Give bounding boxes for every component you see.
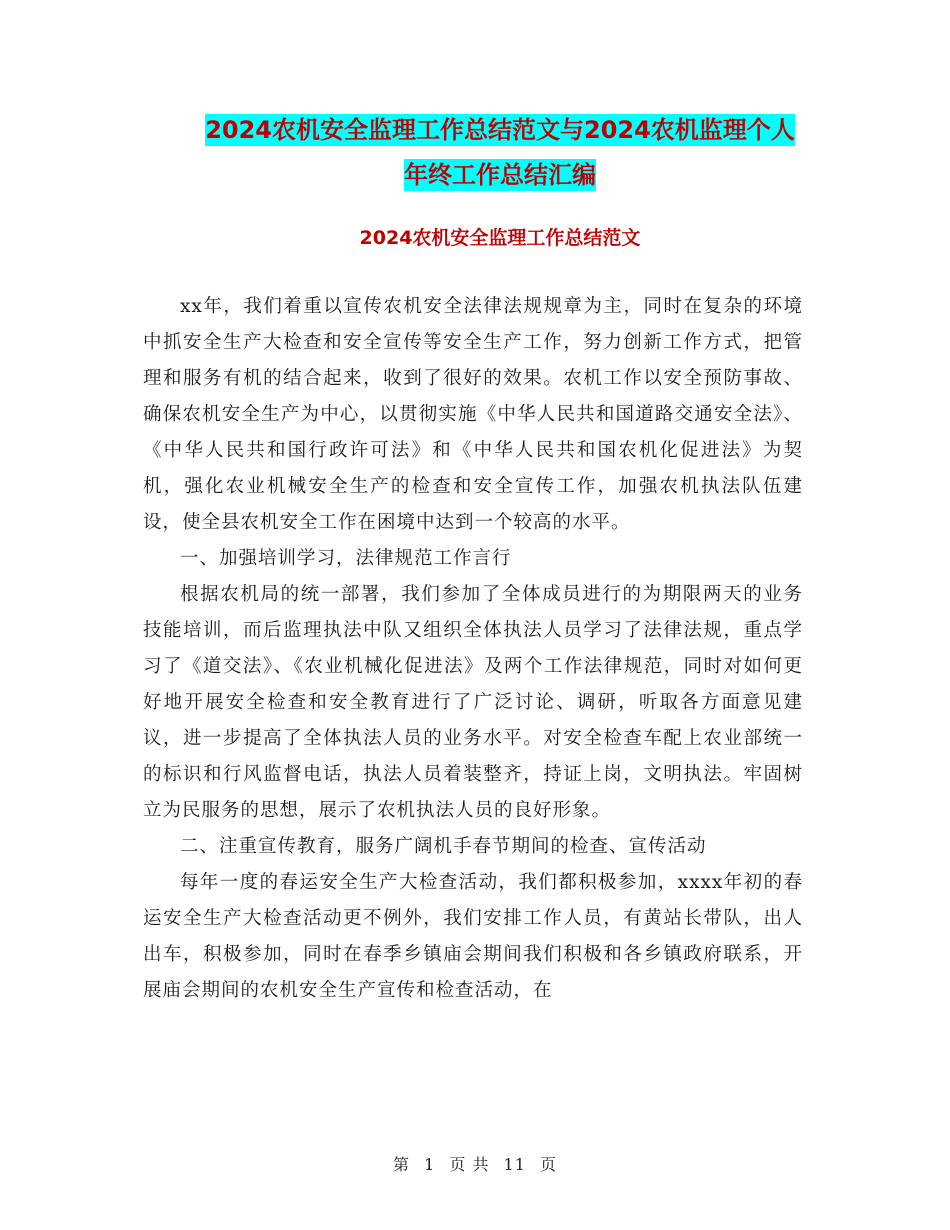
document-body: [143, 289, 803, 1009]
footer-suffix: 页: [540, 1155, 558, 1174]
heading-2: 二、注重宣传教育，服务广阔机手春节期间的检查、宣传活动: [180, 836, 707, 857]
heading-1: 一、加强培训学习，法律规范工作言行: [180, 548, 512, 569]
page-number: 1: [424, 1155, 436, 1174]
title-line-2: 年终工作总结汇编: [404, 161, 596, 189]
paragraph: 根据农机局的统一部署，我们参加了全体成员进行的为期限两天的业务技能培训，而后监理执法中队又组织全体执法人员学习了法律法规，重点学习了《道交法》、《农业机械化促进法》及两个工作法律规范，同时对如何更好地开展安全检查和安全教育进行了广泛讨论、调研，听取各方面意见建议，进一步提高了全体执法人员的业务水平。对安全检查车配上农业部统一的标识和行风监督电话，执法人员着装整齐，持证上岗，文明执法。牢固树立为民服务的思想，展示了农机执法人员的良好形象。: [143, 584, 803, 821]
title-line-1: 2024农机安全监理工作总结范文与2024农机监理个人: [205, 116, 795, 144]
page-total: 11: [503, 1155, 526, 1174]
page-footer: [0, 1152, 950, 1175]
paragraph: 每年一度的春运安全生产大检查活动，我们都积极参加，xxxx年初的春运安全生产大检查活动更不例外，我们安排工作人员，有黄站长带队，出人出车，积极参加，同时在春季乡镇庙会期间我们积极和各乡镇政府联系，开展庙会期间的农机安全生产宣传和检查活动，在: [143, 872, 803, 1001]
section-title: 2024农机安全监理工作总结范文: [359, 227, 641, 249]
paragraph: xx年，我们着重以宣传农机安全法律法规规章为主，同时在复杂的环境中抓安全生产大检查和安全宣传等安全生产工作，努力创新工作方式，把管理和服务有机的结合起来，收到了很好的效果。农机工作以安全预防事故、确保农机安全生产为中心，以贯彻实施《中华人民共和国道路交通安全法》、《中华人民共和国行政许可法》和《中华人民共和国农机化促进法》为契机，强化农业机械安全生产的检查和安全宣传工作，加强农机执法队伍建设，使全县农机安全工作在困境中达到一个较高的水平。: [143, 296, 803, 533]
footer-prefix: 第: [392, 1155, 410, 1174]
footer-mid: 页 共: [449, 1155, 490, 1174]
document-title: [140, 108, 860, 198]
